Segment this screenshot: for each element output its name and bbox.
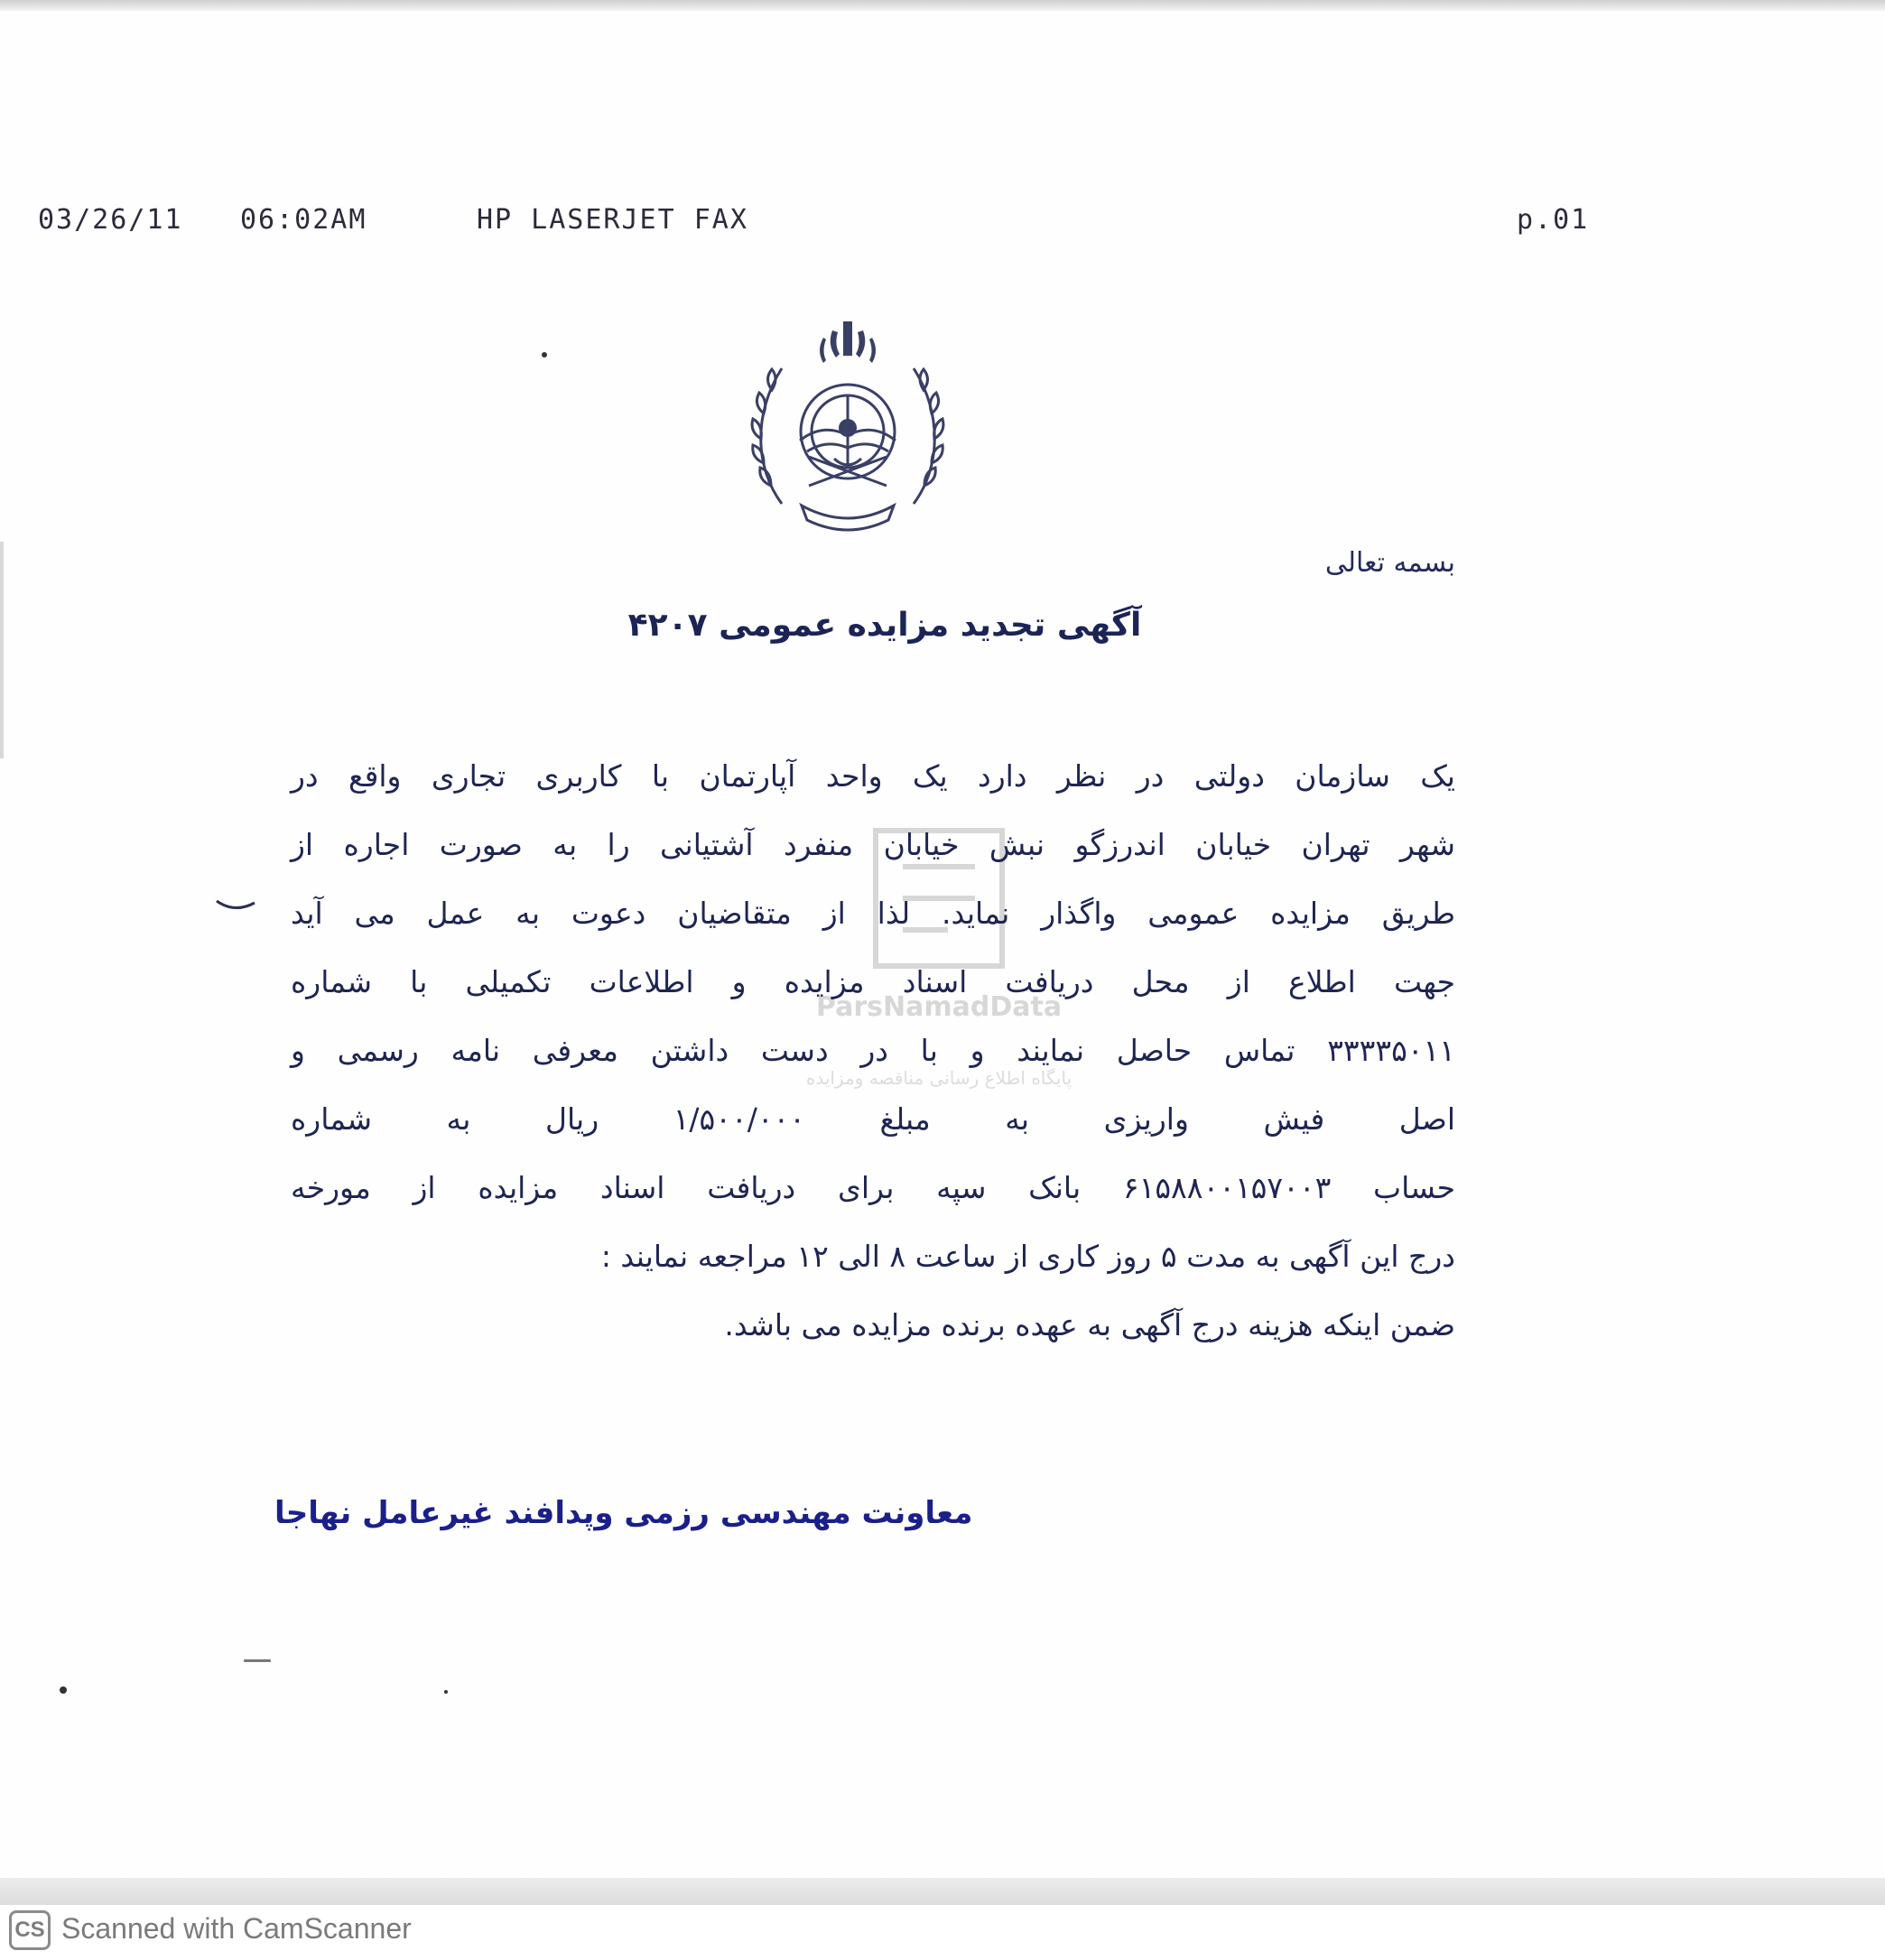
scan-speck [542, 352, 547, 358]
body-line: درج این آگهی به مدت ۵ روز کاری از ساعت ۸ الی ۱۲ مراجعه نمایند : [600, 1239, 1455, 1274]
fax-page-number: p.01 [1517, 204, 1590, 236]
body-line: ۳۳۳۳۵۰۱۱ تماس حاصل نمایند و با در دست داشتن معرفی نامه رسمی و [291, 1033, 1455, 1068]
body-line: یک سازمان دولتی در نظر دارد یک واحد آپارتمان با کاربری تجاری واقع در [291, 758, 1455, 794]
fax-time: 06:02AM [240, 204, 367, 236]
scanner-footer-text: Scanned with CamScanner [61, 1912, 412, 1945]
scan-bottom-edge [0, 1878, 1885, 1905]
body-line: حساب ۶۱۵۸۸۰۰۱۵۷۰۰۳ بانک سپه برای دریافت اسناد مزایده از مورخه [291, 1170, 1455, 1205]
scan-speck [60, 1686, 67, 1694]
announcement-title: آگهی تجدید مزایده عمومی ۴۲۰۷ [627, 607, 1142, 644]
military-emblem-icon [746, 314, 950, 538]
signature-department: معاونت مهندسی رزمی وپدافند غیرعامل نهاجا [274, 1495, 973, 1531]
watermark-name: ParsNamadData [815, 991, 1063, 1023]
closing-line: ضمن اینکه هزینه درج آگهی به عهده برنده مزایده می باشد. [724, 1307, 1455, 1342]
body-line: اصل فیش واریزی به مبلغ ۱/۵۰۰/۰۰۰ ریال به شماره [291, 1101, 1455, 1137]
scan-top-edge [0, 0, 1885, 11]
fax-machine-name: HP LASERJET FAX [477, 204, 748, 236]
scan-left-edge [0, 542, 4, 758]
camscanner-logo-icon: CS [9, 1910, 51, 1950]
body-line: طریق مزایده عمومی واگذار نماید. لذا از متقاضیان دعوت به عمل می آید [291, 896, 1455, 931]
body-line: شهر تهران خیابان اندرزگو نبش خیابان منفرد آشتیانی را به صورت اجاره از [291, 827, 1455, 862]
body-line: جهت اطلاع از محل دریافت اسناد مزایده و اطلاعات تکمیلی با شماره [291, 964, 1455, 999]
fax-date: 03/26/11 [38, 204, 183, 236]
watermark-tagline: پایگاه اطلاع رسانی مناقصه ومزایده [805, 1067, 1072, 1089]
scan-speck [244, 1659, 271, 1662]
announcement-body [291, 742, 1455, 1360]
salutation: بسمه تعالی [1324, 547, 1455, 579]
scan-speck [444, 1690, 448, 1694]
margin-pen-mark [215, 897, 256, 912]
